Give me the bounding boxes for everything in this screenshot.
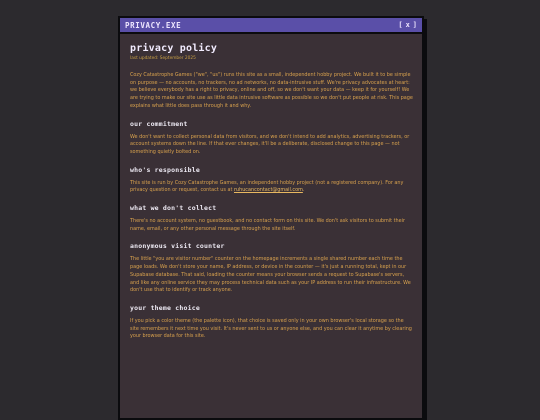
section-body-theme: If you pick a color theme (the palette icon), that choice is saved only in your own browser's local storage so the site remembers it next time you visit. It's never sent to us or anyone else, and you can clear it anytime by clearing your browser data for this site. bbox=[130, 317, 412, 340]
section-body-not-collected: There's no account system, no guestbook, and no contact form on this site. We don't ask visitors to submit their name, email, or any other personal message through the site itself. bbox=[130, 218, 406, 232]
section-heading-responsible: who's responsible bbox=[130, 165, 200, 174]
section-body-commitment: We don't want to collect personal data from visitors, and we don't intend to add analytics, advertising trackers, or account systems down the line. If that ever changes, it'll be a deliberate, disclosed change to this page — not something quietly bolted on. bbox=[130, 133, 410, 155]
section-heading-theme: your theme choice bbox=[130, 303, 200, 312]
window-content bbox=[120, 34, 422, 341]
section-heading-visit-counter: anonymous visit counter bbox=[130, 242, 225, 251]
left-bracket-icon: [ bbox=[398, 21, 403, 29]
right-bracket-icon: ] bbox=[412, 21, 417, 29]
responsible-text-end: . bbox=[302, 187, 305, 194]
section-heading-not-collected: what we don't collect bbox=[130, 204, 217, 213]
section-heading-commitment: our commitment bbox=[130, 119, 188, 128]
page-title: privacy policy bbox=[130, 43, 218, 54]
last-updated: last updated: September 2025 bbox=[130, 56, 196, 61]
responsible-text: This site is run by Cozy Catastrophe Games, an independent hobby project (not a registered company). For any privacy question or request, contact us at bbox=[130, 179, 404, 194]
contact-email-link[interactable]: ruhucancontact@gmail.com bbox=[233, 187, 303, 194]
privacy-window bbox=[118, 16, 424, 420]
section-body-visit-counter: The little "you are visitor number" counter on the homepage increments a single shared number each time the page loads. We don't store your name, IP address, or device in the counter — it's just a running total, kept in our Supabase database. That said, loading the counter means your browser sends a request to Supabase's servers, and like any online service they may process technical data such as your IP address to run their infrastructure. We don't use that to identify or track anyone. bbox=[130, 256, 411, 294]
window-titlebar[interactable] bbox=[120, 18, 422, 34]
window-controls bbox=[398, 21, 417, 29]
section-body-responsible bbox=[130, 180, 413, 195]
close-icon[interactable]: x bbox=[405, 21, 410, 29]
window-title: PRIVACY.EXE bbox=[125, 20, 182, 30]
intro-paragraph: Cozy Catastrophe Games ("we", "us") runs this site as a small, independent hobby project. We built it to be simple on purpose — no accounts, no trackers, no ad networks, no data-intrusive stuff. We're privacy advocates at heart: we believe everybody has a right to privacy, online and off, so we don't want your data — keep it for yourself! We are trying to make our site use as little data intrusive software as possible so we don't put people at risk. This page explains what little does pass through it and why. bbox=[130, 72, 413, 109]
